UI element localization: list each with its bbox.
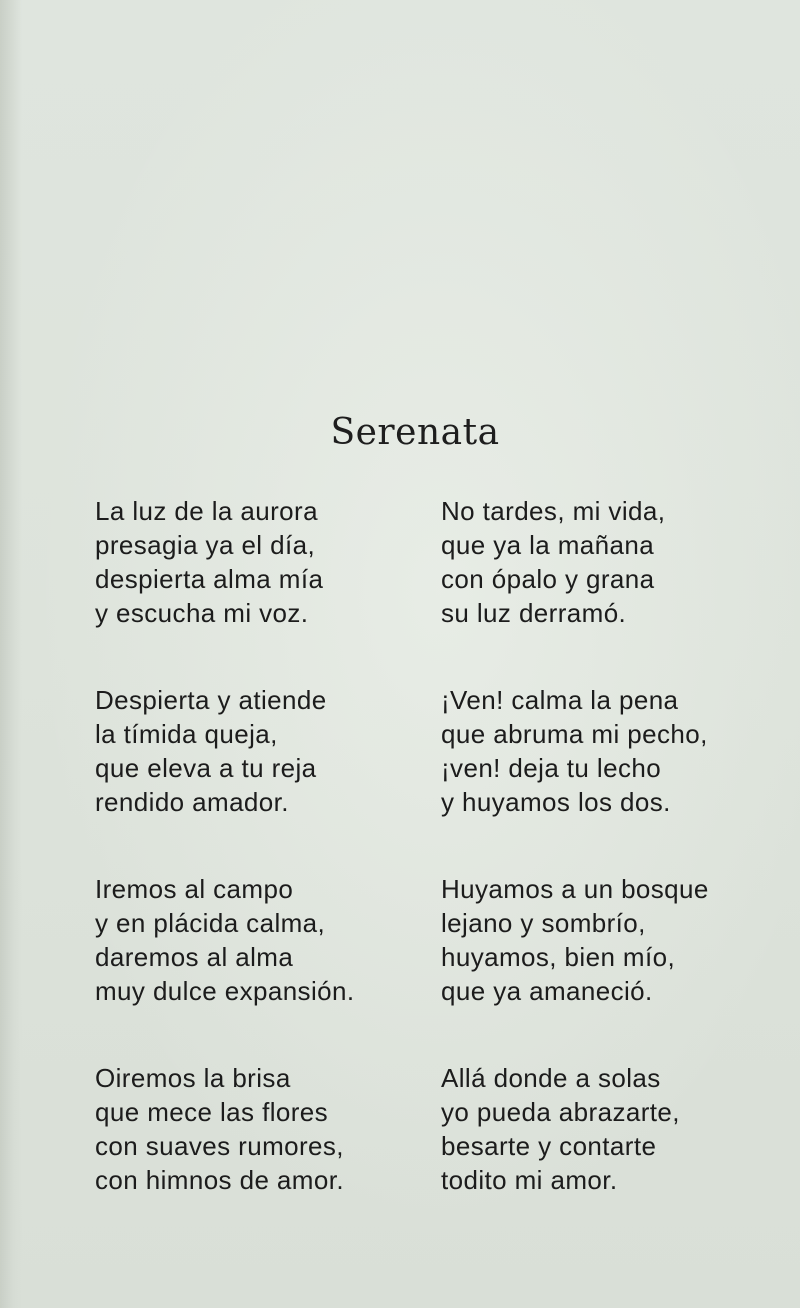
verse-line: todito mi amor. xyxy=(441,1165,618,1195)
verse-line: y huyamos los dos. xyxy=(441,787,671,817)
verse-line: ¡ven! deja tu lecho xyxy=(441,753,662,783)
stanza xyxy=(95,494,440,630)
verse-line: besarte y contarte xyxy=(441,1131,657,1161)
verse-line: y en plácida calma, xyxy=(95,908,326,938)
verse-line: rendido amador. xyxy=(95,787,289,817)
verse-line: que ya amaneció. xyxy=(441,976,653,1006)
stanza xyxy=(95,1061,440,1197)
stanza xyxy=(441,1061,786,1197)
stanza xyxy=(441,872,786,1008)
left-column xyxy=(95,494,440,1250)
verse-line: despierta alma mía xyxy=(95,564,324,594)
verse-line: que mece las flores xyxy=(95,1097,329,1127)
right-column xyxy=(441,494,786,1250)
verse-line: Iremos al campo xyxy=(95,874,294,904)
verse-line: que eleva a tu reja xyxy=(95,753,317,783)
verse-line: Huyamos a un bosque xyxy=(441,874,709,904)
verse-line: con ópalo y grana xyxy=(441,564,655,594)
verse-line: muy dulce expansión. xyxy=(95,976,355,1006)
verse-line: daremos al alma xyxy=(95,942,294,972)
verse-line: yo pueda abrazarte, xyxy=(441,1097,680,1127)
verse-line: huyamos, bien mío, xyxy=(441,942,676,972)
verse-line: y escucha mi voz. xyxy=(95,598,309,628)
verse-line: Allá donde a solas xyxy=(441,1063,661,1093)
verse-line: la tímida queja, xyxy=(95,719,278,749)
poem-title: Serenata xyxy=(330,412,500,453)
verse-line: que ya la mañana xyxy=(441,530,655,560)
verse-line: presagia ya el día, xyxy=(95,530,316,560)
verse-line: ¡Ven! calma la pena xyxy=(441,685,679,715)
verse-line: su luz derramó. xyxy=(441,598,627,628)
stanza xyxy=(441,683,786,819)
verse-line: Despierta y atiende xyxy=(95,685,327,715)
verse-line: lejano y sombrío, xyxy=(441,908,646,938)
stanza xyxy=(95,683,440,819)
stanza xyxy=(441,494,786,630)
stanza xyxy=(95,872,440,1008)
verse-line: con himnos de amor. xyxy=(95,1165,344,1195)
verse-line: Oiremos la brisa xyxy=(95,1063,291,1093)
verse-line: No tardes, mi vida, xyxy=(441,496,666,526)
page-binding-edge xyxy=(0,0,22,1308)
verse-line: La luz de la aurora xyxy=(95,496,318,526)
verse-line: con suaves rumores, xyxy=(95,1131,344,1161)
verse-line: que abruma mi pecho, xyxy=(441,719,708,749)
